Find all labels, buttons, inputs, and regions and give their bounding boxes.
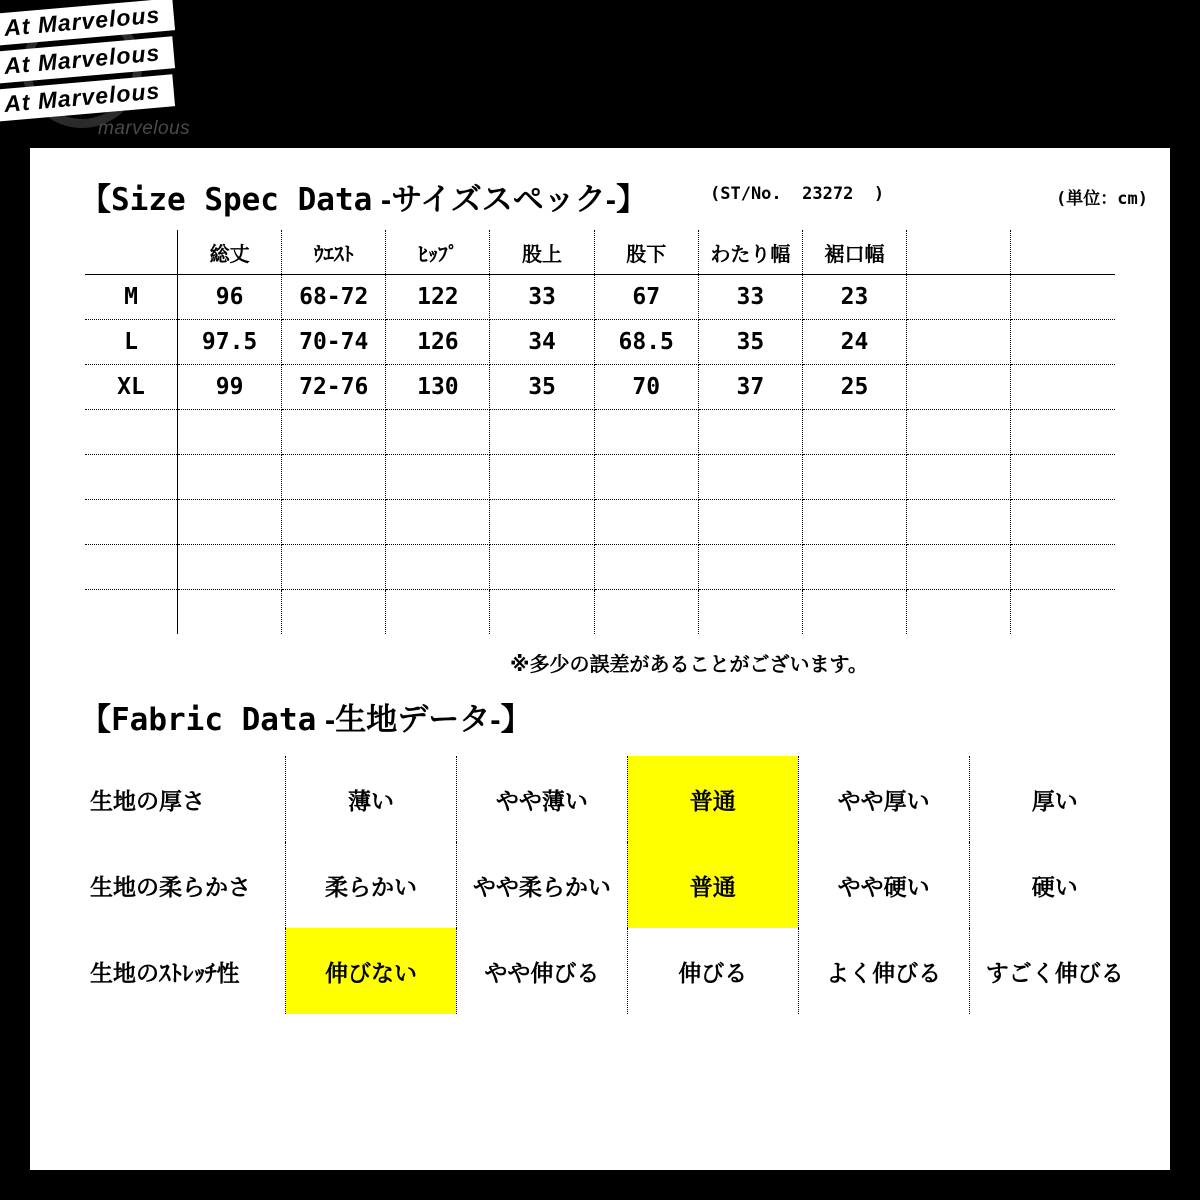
cell-inseam: 70 <box>594 365 698 410</box>
cell-blank <box>178 500 282 545</box>
cell-blank <box>282 590 386 635</box>
row-size-label: L <box>85 320 178 365</box>
cell-blank <box>386 455 490 500</box>
fabric-option: よく伸びる <box>798 928 969 1014</box>
style-number-value: 23272 <box>802 184 854 204</box>
cell-blank <box>386 590 490 635</box>
header-cell-inseam: 股下 <box>594 230 698 275</box>
table-row <box>85 365 1115 410</box>
size-spec-table-wrap <box>85 230 1115 660</box>
cell-inseam: 67 <box>594 275 698 320</box>
fabric-option-selected: 普通 <box>627 756 798 842</box>
header-cell-total-length: 総丈 <box>178 230 282 275</box>
fabric-option-selected: 普通 <box>627 842 798 928</box>
fabric-title-open: 【 <box>80 702 111 737</box>
cell-blank <box>282 500 386 545</box>
size-spec-title-mid: -サイズスペック- <box>372 182 617 217</box>
fabric-option: やや柔らかい <box>456 842 627 928</box>
unit-label: (単位：cm) <box>1056 189 1148 209</box>
cell-total-length: 96 <box>178 275 282 320</box>
fabric-option: やや薄い <box>456 756 627 842</box>
cell-blank <box>907 590 1011 635</box>
cell-total-length: 97.5 <box>178 320 282 365</box>
header-cell-hem-width: 裾口幅 <box>802 230 906 275</box>
spec-sheet <box>30 148 1170 1170</box>
header-cell-blank-1 <box>907 230 1011 275</box>
watermark-line-2: At Marvelous <box>0 36 175 84</box>
cell-blank <box>1011 590 1115 635</box>
fabric-option: すごく伸びる <box>985 959 1124 986</box>
table-row-empty <box>85 410 1115 455</box>
row-size-label: M <box>85 275 178 320</box>
cell-total-length: 99 <box>178 365 282 410</box>
cell-blank <box>490 500 594 545</box>
cell-blank <box>386 545 490 590</box>
row-size-label: XL <box>85 365 178 410</box>
cell-waist: 68-72 <box>282 275 386 320</box>
cell-rise: 35 <box>490 365 594 410</box>
fabric-option: 薄い <box>286 756 457 842</box>
cell-blank <box>594 455 698 500</box>
cell-hip: 130 <box>386 365 490 410</box>
fabric-row-thickness <box>60 756 1140 842</box>
header-cell-waist: ｳｴｽﾄ <box>282 230 386 275</box>
size-spec-title-open: 【 <box>80 182 111 217</box>
cell-blank <box>490 410 594 455</box>
fabric-data-table <box>60 756 1140 1014</box>
row-size-label <box>85 590 178 635</box>
cell-inseam: 68.5 <box>594 320 698 365</box>
table-row-empty <box>85 500 1115 545</box>
cell-hem-width: 24 <box>802 320 906 365</box>
size-spec-title-latin: Size Spec Data <box>111 182 373 218</box>
cell-hem-width: 23 <box>802 275 906 320</box>
cell-blank <box>1011 410 1115 455</box>
style-number <box>710 184 884 204</box>
cell-blank <box>1011 545 1115 590</box>
size-spec-table <box>85 230 1115 634</box>
row-size-label <box>85 455 178 500</box>
cell-blank-2 <box>1011 365 1115 410</box>
fabric-row-label: 生地のｽﾄﾚｯﾁ性 <box>60 928 286 1014</box>
cell-hem-width: 25 <box>802 365 906 410</box>
fabric-title-mid: -生地データ- <box>316 702 501 737</box>
cell-thigh-width: 33 <box>698 275 802 320</box>
fabric-option-selected: 伸びない <box>286 928 457 1014</box>
style-number-close: ) <box>873 184 885 204</box>
size-spec-title <box>80 174 647 219</box>
cell-rise: 33 <box>490 275 594 320</box>
cell-thigh-width: 35 <box>698 320 802 365</box>
cell-blank <box>802 590 906 635</box>
cell-blank <box>802 500 906 545</box>
measurement-note: ※多少の誤差があることがございます。 <box>510 654 868 676</box>
cell-blank <box>282 545 386 590</box>
cell-blank <box>802 410 906 455</box>
cell-blank <box>178 590 282 635</box>
cell-blank <box>594 500 698 545</box>
fabric-row-softness <box>60 842 1140 928</box>
cell-blank <box>907 410 1011 455</box>
table-row-empty <box>85 590 1115 635</box>
cell-blank <box>386 500 490 545</box>
fabric-title-latin: Fabric Data <box>111 702 317 738</box>
cell-blank <box>178 545 282 590</box>
table-row <box>85 275 1115 320</box>
cell-blank <box>1011 455 1115 500</box>
fabric-option: やや硬い <box>798 842 969 928</box>
cell-blank <box>907 545 1011 590</box>
cell-blank <box>802 545 906 590</box>
watermark-subtext: marvelous <box>98 118 191 139</box>
row-size-label <box>85 500 178 545</box>
header-cell-thigh-width: わたり幅 <box>698 230 802 275</box>
cell-blank <box>594 410 698 455</box>
cell-blank <box>907 500 1011 545</box>
table-row-empty <box>85 455 1115 500</box>
header-cell-rise: 股上 <box>490 230 594 275</box>
cell-blank <box>698 590 802 635</box>
row-size-label <box>85 545 178 590</box>
cell-blank <box>490 545 594 590</box>
cell-blank <box>594 545 698 590</box>
fabric-option: やや伸びる <box>456 928 627 1014</box>
cell-blank-1 <box>907 365 1011 410</box>
cell-blank <box>282 410 386 455</box>
fabric-title-close: 】 <box>500 702 532 737</box>
table-header-row <box>85 230 1115 275</box>
cell-blank <box>907 455 1011 500</box>
fabric-row-stretch <box>60 928 1140 1014</box>
header-cell-hip: ﾋｯﾌﾟ <box>386 230 490 275</box>
cell-waist: 72-76 <box>282 365 386 410</box>
cell-hip: 126 <box>386 320 490 365</box>
fabric-row-label: 生地の厚さ <box>60 756 286 842</box>
cell-blank <box>178 410 282 455</box>
cell-waist: 70-74 <box>282 320 386 365</box>
header-cell-size <box>85 230 178 275</box>
fabric-option: 硬い <box>1031 873 1078 900</box>
row-size-label <box>85 410 178 455</box>
fabric-option: 柔らかい <box>286 842 457 928</box>
watermark-line-1: At Marvelous <box>0 0 175 46</box>
cell-blank <box>698 545 802 590</box>
cell-blank <box>698 455 802 500</box>
header-cell-blank-2 <box>1011 230 1115 275</box>
cell-blank <box>282 455 386 500</box>
fabric-option: 厚い <box>1031 787 1078 814</box>
cell-blank <box>594 590 698 635</box>
size-spec-title-close: 】 <box>616 182 648 217</box>
cell-blank <box>386 410 490 455</box>
cell-blank <box>490 455 594 500</box>
fabric-row-label: 生地の柔らかさ <box>60 842 286 928</box>
cell-blank <box>698 500 802 545</box>
cell-blank <box>698 410 802 455</box>
watermark-line-3: At Marvelous <box>0 74 175 122</box>
fabric-option: 伸びる <box>627 928 798 1014</box>
fabric-data-title <box>80 694 532 739</box>
cell-blank-2 <box>1011 275 1115 320</box>
cell-hip: 122 <box>386 275 490 320</box>
cell-blank-1 <box>907 320 1011 365</box>
fabric-option: やや厚い <box>798 756 969 842</box>
watermark <box>0 0 260 150</box>
cell-blank-2 <box>1011 320 1115 365</box>
table-row <box>85 320 1115 365</box>
fabric-data-table-wrap <box>60 756 1140 1014</box>
cell-blank <box>178 455 282 500</box>
cell-rise: 34 <box>490 320 594 365</box>
cell-blank <box>802 455 906 500</box>
size-spec-header <box>30 174 1170 218</box>
cell-blank-1 <box>907 275 1011 320</box>
style-number-label: (ST/No. <box>710 184 782 204</box>
cell-blank <box>490 590 594 635</box>
cell-blank <box>1011 500 1115 545</box>
cell-thigh-width: 37 <box>698 365 802 410</box>
table-row-empty <box>85 545 1115 590</box>
